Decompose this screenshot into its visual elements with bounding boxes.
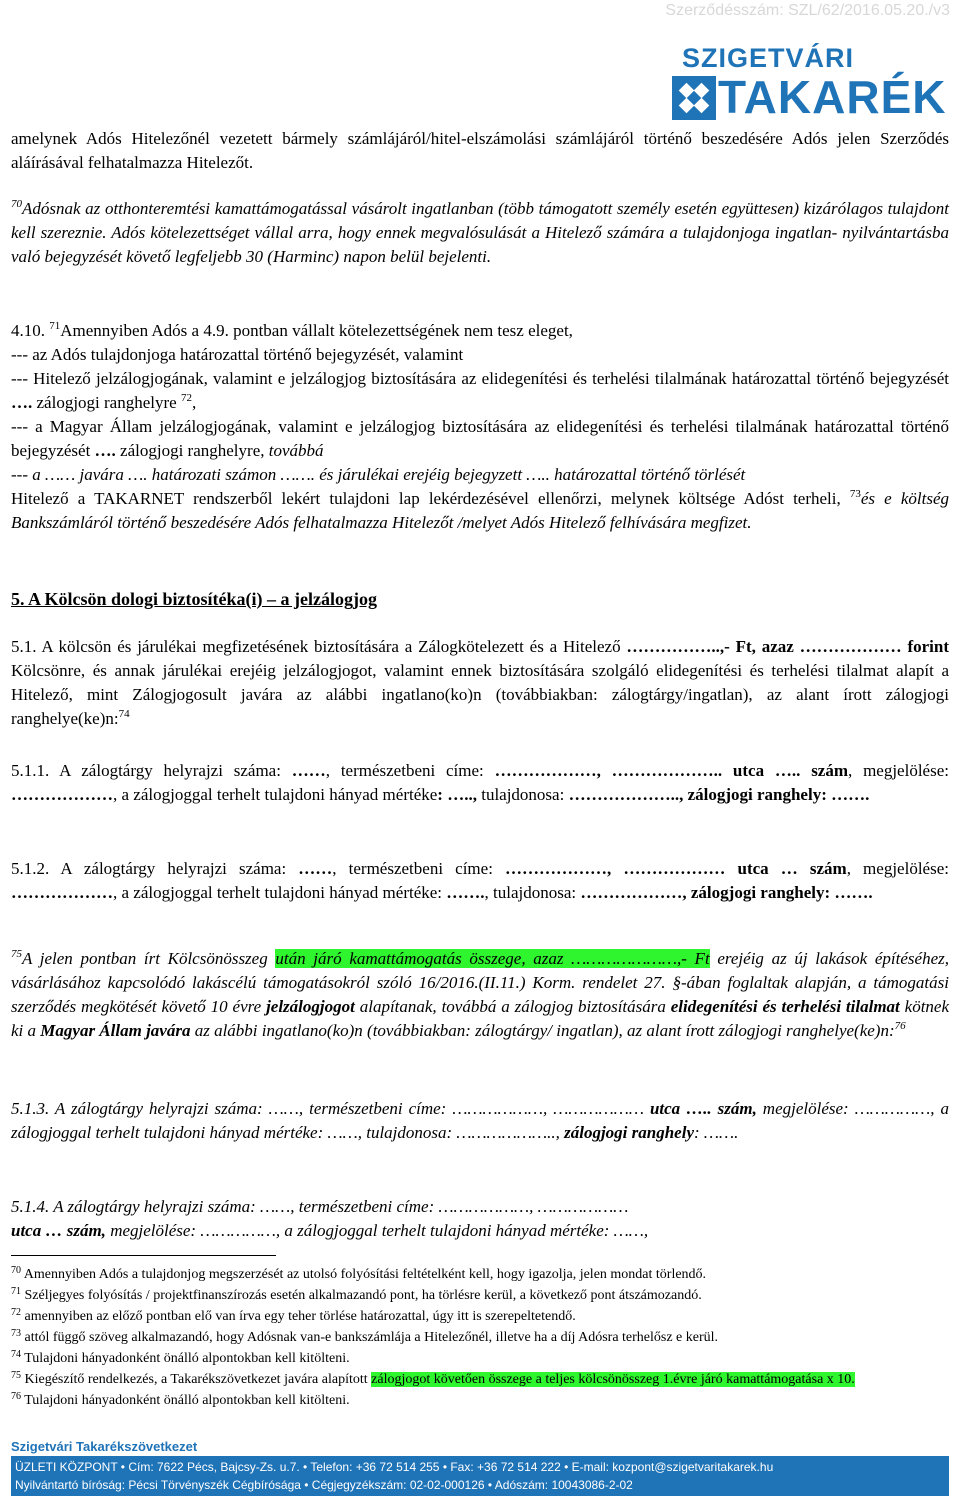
footnote — [11, 1264, 949, 1285]
text: 5.1.1. A zálogtárgy helyrajzi száma: — [11, 761, 292, 780]
footnote-number: 76 — [11, 1391, 21, 1402]
footnote-text: Széljegyes folyósítás / projektfinanszírozás esetén alkalmazandó pont, ha törlésre kerül, a következő pont átszámozandó. — [24, 1288, 702, 1303]
paragraph-5-1-1 — [11, 759, 949, 807]
text: , — [191, 393, 197, 412]
footer-contact-bar — [11, 1456, 949, 1496]
bank-logo — [670, 44, 946, 122]
paragraph-5-1-2 — [11, 857, 949, 905]
text: megjelölése: ……………, a zálogjoggal terhelt tulajdoni hányad mértéke: ……, tulajdonosa: ……………….., — [11, 1099, 950, 1142]
footnote — [11, 1285, 949, 1306]
paragraph-4-10 — [11, 319, 949, 535]
text: , természetbeni címe: — [325, 761, 495, 780]
footnote-text: Amennyiben Adós a tulajdonjog megszerzését az utolsó folyósítási feltételként kell, hogy igazolja, jelen mondat törlendő. — [23, 1267, 707, 1282]
footnote-number: 73 — [11, 1328, 21, 1339]
text: ………………, ……………… utca … szám — [505, 859, 847, 878]
text: --- Hitelező jelzálogjogának, valamint e jelzálogjog biztosítására az elidegenítési és terhelési tilalmának határozattal történő bejegyzését — [11, 369, 949, 388]
footnote-number: 75 — [11, 1370, 21, 1381]
text: utca … szám, — [11, 1221, 106, 1240]
text: alapítanak, továbbá a zálogjog biztosítására — [354, 997, 671, 1016]
text: Adósnak az otthonteremtési kamattámogatással vásárolt ingatlanban (több támogatott személy esetén együttesen) kizárólagos tulajdont kell szereznie. Adós kötelezettséget vállal arra, hogy ennek megvalósulását a Hitelező számára a tulajdonjoga ingatlan- nyilvántartásba való bejegyzését követő legfeljebb 30 (Harminc) napon belül bejelenti. — [11, 199, 949, 266]
text: ………………, zálogjogi ranghely: ……. — [580, 883, 873, 902]
footnote — [11, 1327, 949, 1348]
text: --- a Magyar Állam jelzálogjogának, valamint e jelzálogjog biztosítására az elidegenítési és terhelési tilalmának határozattal történő bejegyzését — [11, 417, 949, 460]
footnote — [11, 1306, 949, 1327]
text: zálogjogi ranghelyre — [32, 393, 181, 412]
footnote-text: Tulajdoni hányadonként önálló alpontokban kell kitölteni. — [24, 1351, 350, 1366]
footnote — [11, 1390, 949, 1411]
logo-top-text: SZIGETVÁRI — [682, 43, 855, 73]
text: , a zálogjoggal terhelt tulajdoni hányad mértéke — [113, 785, 438, 804]
text: …. — [94, 441, 116, 460]
text: Magyar Állam javára — [40, 1021, 191, 1040]
footnote-text: Kiegészítő rendelkezés, a Takarékszövetkezet javára alapított — [24, 1372, 372, 1387]
text: , természetbeni címe: — [332, 859, 506, 878]
text: Amennyiben Adós a 4.9. pontban vállalt kötelezettségének nem tesz eleget, — [60, 321, 573, 340]
footnote-number: 70 — [11, 1265, 21, 1276]
text: ……………..,- Ft, azaz ……………… forint — [626, 637, 949, 656]
text: utca ….. szám, — [649, 1099, 757, 1118]
paragraph-authorization — [11, 127, 949, 175]
text: és e költség Bankszámláról történő beszedésére Adós felhatalmazza Hitelezőt /melyet Adós Hitelező felhívására megfizet. — [11, 489, 949, 532]
text: 5.1. A kölcsön és járulékai megfizetésének biztosítására a Zálogkötelezett és a Hitelező — [11, 637, 627, 656]
contract-number: Szerződésszám: SZL/62/2016.05.20./v3 — [665, 2, 950, 19]
text: ……………….., zálogjogi ranghely: ……. — [568, 785, 870, 804]
footnote-separator — [11, 1255, 276, 1256]
highlighted-text: zálogjogot követően összege a teljes kölcsönösszeg 1.évre járó kamattámogatása x 10. — [371, 1372, 855, 1387]
footnote-ref: 76 — [894, 1020, 906, 1032]
text: amelynek Adós Hitelezőnél vezetett bármely számlájáról/hitel-elszámolási számlájáról történő beszedésére Adós jelen Szerződés aláírásával felhatalmazza Hitelezőt. — [11, 129, 949, 172]
logo-mark-icon — [672, 76, 716, 120]
text: ……………… — [11, 785, 113, 804]
text: , megjelölése: — [846, 859, 949, 878]
text: továbbá — [268, 441, 324, 460]
paragraph-state-lien — [11, 947, 949, 1043]
text: , megjelölése: — [848, 761, 949, 780]
text: ……………… — [11, 883, 113, 902]
text: …… — [298, 859, 333, 878]
text: zálogjogi ranghely — [564, 1123, 694, 1142]
text: 5.1.4. A zálogtárgy helyrajzi száma: ……, természetbeni címe: ………………, ……………… — [11, 1197, 629, 1216]
section-5-heading — [11, 587, 949, 612]
text: kötnek ki a — [11, 997, 950, 1040]
footnote-text: Tulajdoni hányadonként önálló alpontokban kell kitölteni. — [24, 1393, 350, 1408]
text: ………………, ……………….. utca ….. szám — [494, 761, 849, 780]
text: --- az Adós tulajdonjoga határozattal történő bejegyzését, valamint — [11, 345, 464, 364]
text: 5.1.3. A zálogtárgy helyrajzi száma: ……, természetbeni címe: ………………, ……………… — [11, 1099, 650, 1118]
text: 4.10. — [11, 321, 50, 340]
paragraph-5-1-4 — [11, 1195, 949, 1243]
footnote-number: 71 — [11, 1286, 21, 1297]
footer-line-1: ÜZLETI KÖZPONT • Cím: 7622 Pécs, Bajcsy-Zs. u.7. • Telefon: +36 72 514 255 • Fax: +36 72 514 222 • E-mail: kozpont@szigetvaritakarek.hu — [15, 1460, 774, 1474]
text: …… — [291, 761, 326, 780]
text: az alábbi ingatlano(ko)n (továbbiakban: zálogtárgy/ ingatlan), az alant írott zálogjogi ranghelye(ke)n: — [190, 1021, 895, 1040]
highlighted-text: után járó kamattámogatás összege, azaz …………………,- Ft — [275, 949, 710, 968]
footnote-ref: 71 — [49, 320, 61, 332]
text: 5. A Kölcsön dologi biztosítéka(i) – a jelzálogjog — [11, 589, 377, 609]
footnotes — [11, 1264, 949, 1411]
text: , tulajdonosa: — [484, 883, 581, 902]
text: 5.1.2. A zálogtárgy helyrajzi száma: — [11, 859, 299, 878]
footnote-number: 74 — [11, 1349, 21, 1360]
paragraph-ownership — [11, 197, 949, 269]
text: megjelölése: ……………, a zálogjoggal terhelt tulajdoni hányad mértéke: ……, — [105, 1221, 649, 1240]
text: : ……. — [694, 1123, 739, 1142]
footnote — [11, 1348, 949, 1369]
paragraph-5-1-3 — [11, 1097, 949, 1145]
footnote-ref: 73 — [849, 488, 861, 500]
footnote-text: attól függő szöveg alkalmazandó, hogy Adósnak van-e bankszámlája a Hitelezőnél, illetve ha a díj Adósra terhelősz e kerül. — [24, 1330, 719, 1345]
text: --- a …… javára …. határozati számon ……. és járulékai erejéig bejegyzett ….. határozattal történő törlését — [11, 465, 746, 484]
footnote-ref: 72 — [180, 392, 192, 404]
footnote — [11, 1369, 949, 1390]
text: zálogjogi ranghelyre, — [115, 441, 269, 460]
footer-line-2: Nyilvántartó bíróság: Pécsi Törvényszék Cégbírósága • Cégjegyzékszám: 02-02-000126 • Adószám: 10043086-2-02 — [15, 1478, 633, 1492]
paragraph-5-1 — [11, 635, 949, 731]
text: : ….., — [437, 785, 477, 804]
page-footer — [11, 1438, 949, 1500]
text: Kölcsönre, és annak járulékai erejéig jelzálogjogot, valamint ennek biztosítására szolgáló elidegenítési és terhelési tilalmat alapít a Hitelező, mint Zálogjogosult javára az alábbi ingatlano(ko)n (továbbiakban: zálogtárgy/ingatlan), az alant írott zálogjogi ranghelye(ke)n: — [11, 661, 949, 728]
text: jelzálogjogot — [266, 997, 355, 1016]
text: Hitelező a TAKARNET rendszerből lekért tulajdoni lap lekérdezésével ellenőrzi, melynek költsége Adóst terheli, — [11, 489, 841, 508]
footer-company-name: Szigetvári Takarékszövetkezet — [11, 1439, 198, 1454]
footnote-number: 72 — [11, 1307, 21, 1318]
text: A jelen pontban írt Kölcsönösszeg — [22, 949, 276, 968]
footnote-ref: 70 — [11, 198, 22, 210]
text: tulajdonosa: — [476, 785, 569, 804]
text: …. — [11, 393, 33, 412]
text: , a zálogjoggal terhelt tulajdoni hányad mértéke: — [113, 883, 447, 902]
text: ……. — [446, 883, 485, 902]
footnote-ref: 75 — [11, 948, 22, 960]
logo-bottom-text: TAKARÉK — [718, 71, 947, 123]
text: erejéig az új lakások építéséhez, vásárlásához kapcsolódó lakáscélú támogatásokról szóló 16/2016.(II.11.) Korm. rendelet 27. §-ában foglaltak alapján, a támogatási szerződés megkötését követő 10 évre — [11, 949, 950, 1016]
footnote-ref: 74 — [118, 708, 130, 720]
text: elidegenítési és terhelési tilalmat — [670, 997, 900, 1016]
footnote-text: amennyiben az előző pontban elő van írva egy teher törlése határozattal, úgy itt is szerepeltetendő. — [24, 1309, 576, 1324]
